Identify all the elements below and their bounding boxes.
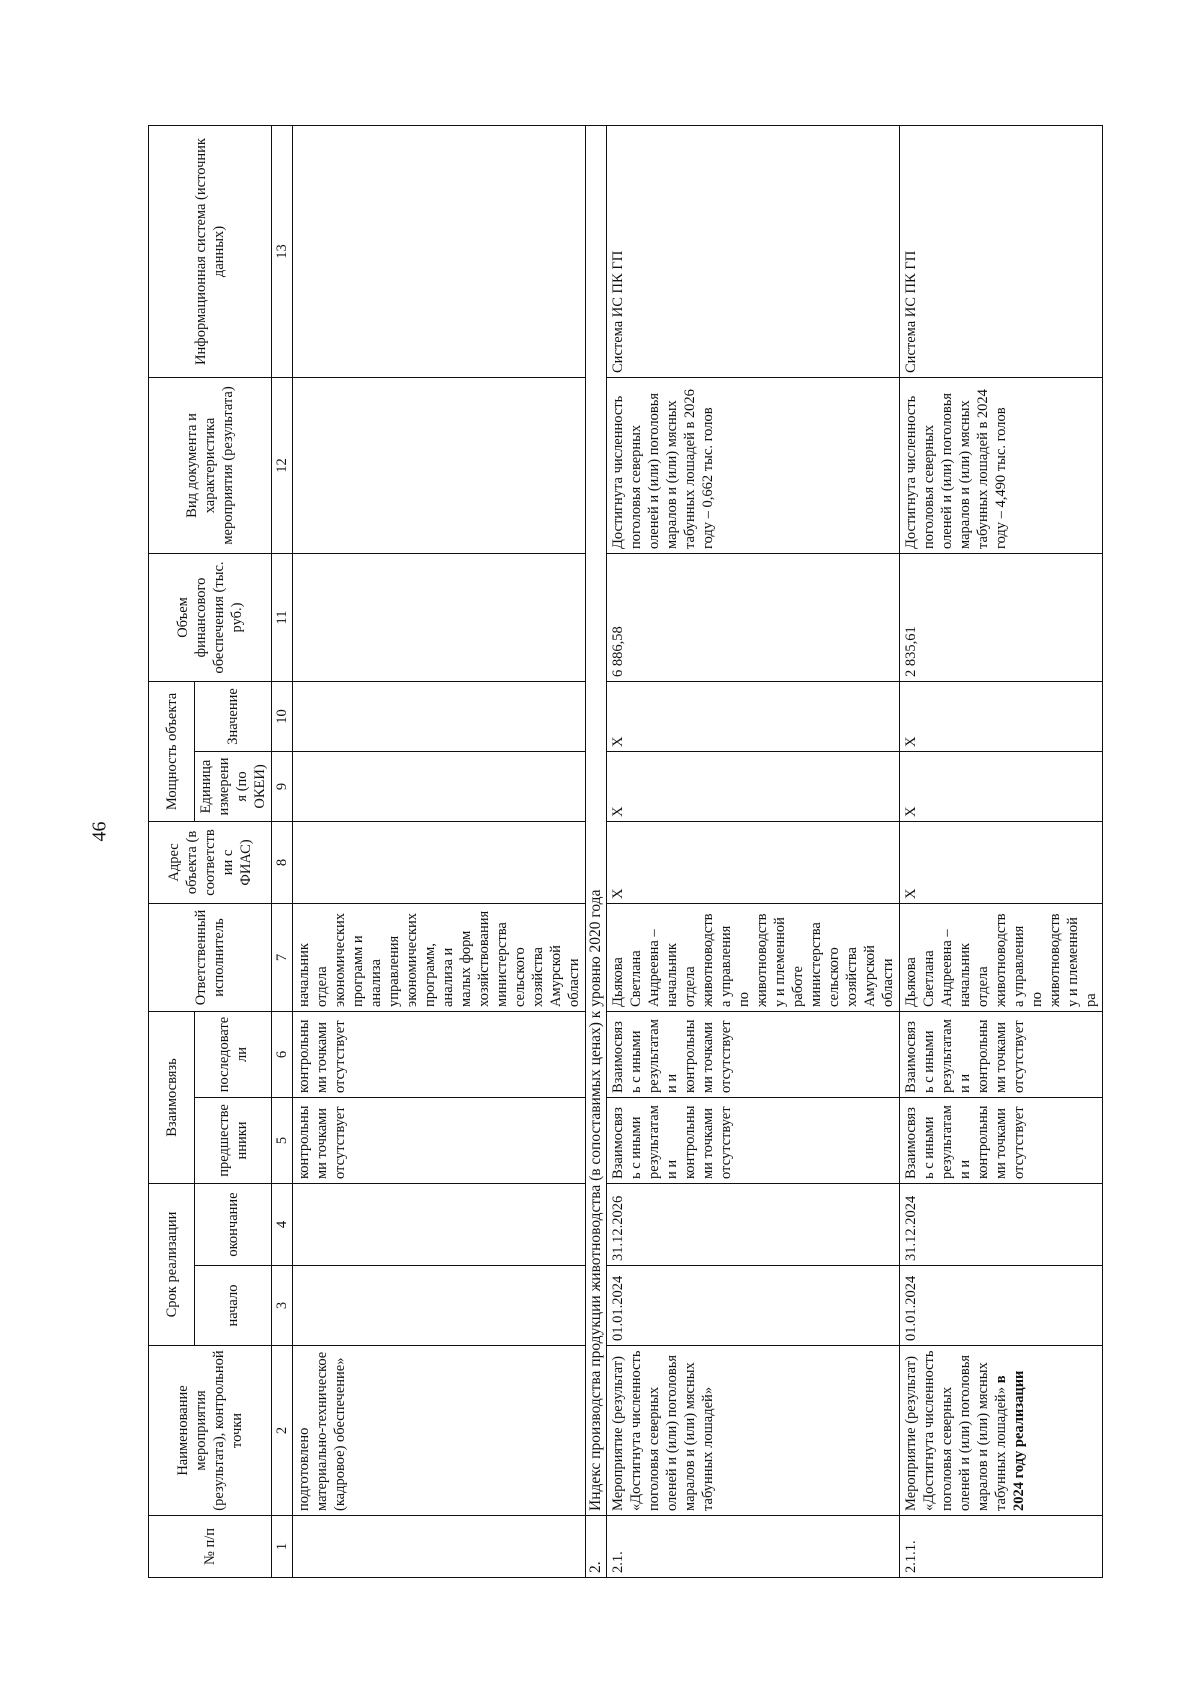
- cell-volume: [293, 553, 586, 681]
- cell-value: Х: [900, 681, 1103, 751]
- column-number: 6: [272, 1011, 293, 1097]
- cell-info: Система ИС ПК ГП: [607, 125, 900, 377]
- cell-predecessors: контрольными точками отсутствует: [293, 1098, 586, 1184]
- header-period: Срок реализации: [149, 1184, 195, 1346]
- cell-unit: Х: [900, 751, 1103, 821]
- header-doc: Вид документа и характеристика мероприятия (результата): [149, 377, 272, 553]
- cell-address: Х: [607, 821, 900, 903]
- column-number: 11: [272, 553, 293, 681]
- cell-value: [293, 681, 586, 751]
- cell-responsible: начальник отдела экономических программ и анализа управления экономических программ, анализа и малых форм хозяйствования министерства сельского хозяйства Амурской области: [293, 903, 586, 1011]
- column-number: 3: [272, 1266, 293, 1346]
- cell-start: [293, 1266, 586, 1346]
- header-value: Значение: [195, 681, 272, 751]
- table-row: [900, 125, 1103, 1577]
- plan-table: [148, 125, 1103, 1578]
- cell-end: 31.12.2024: [900, 1184, 1103, 1266]
- cell-num: 2.1.1.: [900, 1516, 1103, 1578]
- header-predecessors: предшественники: [195, 1098, 272, 1184]
- header-address: Адрес объекта (в соответствии с ФИАС): [149, 821, 272, 903]
- column-number: 10: [272, 681, 293, 751]
- table-row: [607, 125, 900, 1577]
- cell-unit: Х: [607, 751, 900, 821]
- header-end: окончание: [195, 1184, 272, 1266]
- header-name: Наименование мероприятия (результата), контрольной точки: [149, 1346, 272, 1516]
- column-number: 5: [272, 1098, 293, 1184]
- rotated-table-container: [148, 126, 1200, 1578]
- column-number: 4: [272, 1184, 293, 1266]
- cell-address: Х: [900, 821, 1103, 903]
- column-number: 2: [272, 1346, 293, 1516]
- header-relation: Взаимосвязь: [149, 1011, 195, 1183]
- cell-start: 01.01.2024: [607, 1266, 900, 1346]
- cell-info: [293, 125, 586, 377]
- header-successors: последователи: [195, 1011, 272, 1097]
- cell-num: 2.1.: [607, 1516, 900, 1578]
- header-capacity: Мощность объекта: [149, 681, 195, 821]
- cell-successors: контрольными точками отсутствует: [293, 1011, 586, 1097]
- cell-address: [293, 821, 586, 903]
- cell-name-bold: в 2024 году реализации: [993, 1370, 1027, 1511]
- header-responsible: Ответственный исполнитель: [149, 903, 272, 1011]
- cell-end: 31.12.2026: [607, 1184, 900, 1266]
- cell-doc: [293, 377, 586, 553]
- cell-name: Мероприятие (результат) «Достигнута численность поголовья северных оленей и (или) поголовья маралов и (или) мясных табунных лошадей»: [607, 1346, 900, 1516]
- column-number: 1: [272, 1516, 293, 1578]
- header-unit: Единица измерения (по ОКЕИ): [195, 751, 272, 821]
- header-start: начало: [195, 1266, 272, 1346]
- section-num: 2.: [586, 1516, 607, 1578]
- page-number: 46: [88, 821, 111, 842]
- cell-name: [900, 1346, 1103, 1516]
- header-volume: Объем финансового обеспечения (тыс. руб.): [149, 553, 272, 681]
- cell-name-text: Мероприятие (результат) «Достигнута численность поголовья северных оленей и (или) поголовья маралов и (или) мясных табунных лошадей»: [903, 1350, 1009, 1511]
- cell-successors: Взаимосвязь с иными результатами и контрольными точками отсутствует: [900, 1011, 1103, 1097]
- column-number: 8: [272, 821, 293, 903]
- column-number: 13: [272, 125, 293, 377]
- cell-num: [293, 1516, 586, 1578]
- cell-doc: Достигнута численность поголовья северных оленей и (или) поголовья маралов и (или) мясных табунных лошадей в 2024 году – 4,490 тыс. голов: [900, 377, 1103, 553]
- section-row: [586, 125, 607, 1577]
- cell-value: Х: [607, 681, 900, 751]
- cell-predecessors: Взаимосвязь с иными результатами и контрольными точками отсутствует: [900, 1098, 1103, 1184]
- table-row: [293, 125, 586, 1577]
- cell-responsible: Дьякова Светлана Андреевна – начальник отдела животноводства управления по животноводству и племенной ра: [900, 903, 1103, 1011]
- column-number-row: [272, 125, 293, 1577]
- cell-responsible: Дьякова Светлана Андреевна – начальник отдела животноводства управления по животноводству и племенной работе министерства сельского хозяйства Амурской области: [607, 903, 900, 1011]
- cell-start: 01.01.2024: [900, 1266, 1103, 1346]
- cell-doc: Достигнута численность поголовья северных оленей и (или) поголовья маралов и (или) мясных табунных лошадей в 2026 году – 0,662 тыс. голов: [607, 377, 900, 553]
- header-num: № п/п: [149, 1516, 272, 1578]
- cell-unit: [293, 751, 586, 821]
- header-info: Информационная система (источник данных): [149, 125, 272, 377]
- cell-successors: Взаимосвязь с иными результатами и контрольными точками отсутствует: [607, 1011, 900, 1097]
- cell-volume: 6 886,58: [607, 553, 900, 681]
- cell-info: Система ИС ПК ГП: [900, 125, 1103, 377]
- cell-volume: 2 835,61: [900, 553, 1103, 681]
- column-number: 7: [272, 903, 293, 1011]
- cell-predecessors: Взаимосвязь с иными результатами и контрольными точками отсутствует: [607, 1098, 900, 1184]
- column-number: 9: [272, 751, 293, 821]
- cell-end: [293, 1184, 586, 1266]
- column-number: 12: [272, 377, 293, 553]
- cell-name: подготовлено материально-техническое (кадровое) обеспечение»: [293, 1346, 586, 1516]
- section-title: Индекс производства продукции животноводства (в сопоставимых ценах) к уровню 2020 года: [586, 125, 607, 1515]
